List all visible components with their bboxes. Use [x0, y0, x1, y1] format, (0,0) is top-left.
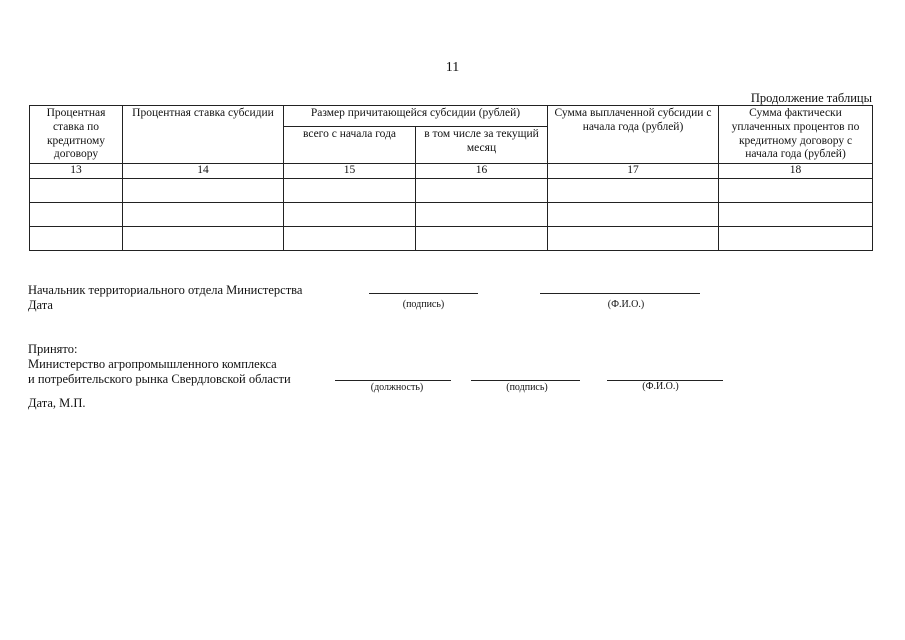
column-number: 18: [719, 164, 873, 179]
table-cell[interactable]: [30, 179, 123, 203]
table-cell[interactable]: [284, 227, 416, 251]
table-cell[interactable]: [548, 203, 719, 227]
head-signature-title: [28, 283, 302, 313]
table-cell[interactable]: [416, 179, 548, 203]
table-row: [30, 179, 873, 203]
name-line[interactable]: [540, 293, 700, 294]
header-group-15-16: Размер причитающейся субсидии (рублей): [284, 106, 548, 127]
table-cell[interactable]: [284, 203, 416, 227]
head-date-label: Дата: [28, 298, 53, 312]
table-cell[interactable]: [30, 227, 123, 251]
column-number: 15: [284, 164, 416, 179]
header-col-17: Сумма выплаченной субсидии с начала года (рублей): [548, 106, 719, 164]
table-cell[interactable]: [719, 203, 873, 227]
header-col-18: Сумма фактически уплаченных процентов по кредитному договору с начала года (рублей): [719, 106, 873, 164]
table-cell[interactable]: [719, 227, 873, 251]
table-cell[interactable]: [416, 227, 548, 251]
header-col-16: в том числе за текущий месяц: [416, 127, 548, 164]
position-line[interactable]: [335, 380, 451, 381]
ministry-line-1: Министерство агропромышленного комплекса: [28, 357, 277, 371]
table-cell[interactable]: [30, 203, 123, 227]
signature-line[interactable]: [471, 380, 580, 381]
table-header-row: [30, 106, 873, 127]
column-number: 14: [123, 164, 284, 179]
header-col-13: Процентная ставка по кредитному договору: [30, 106, 123, 164]
column-number: 16: [416, 164, 548, 179]
accepted-block: [28, 342, 291, 387]
table-cell[interactable]: [719, 179, 873, 203]
table-cell[interactable]: [123, 227, 284, 251]
header-col-14: Процентная ставка субсидии: [123, 106, 284, 164]
table-cell[interactable]: [284, 179, 416, 203]
table-cell[interactable]: [416, 203, 548, 227]
table-row: [30, 203, 873, 227]
header-col-15: всего с начала года: [284, 127, 416, 164]
column-number: 17: [548, 164, 719, 179]
table-cell[interactable]: [548, 227, 719, 251]
name-caption: (Ф.И.О.): [607, 299, 645, 310]
page-number: 11: [445, 60, 460, 75]
ministry-line-2: и потребительского рынка Свердловской области: [28, 372, 291, 386]
column-number: 13: [30, 164, 123, 179]
position-caption: (должность): [370, 382, 424, 393]
continuation-label: Продолжение таблицы: [750, 91, 872, 105]
table-cell[interactable]: [123, 203, 284, 227]
table-cell[interactable]: [123, 179, 284, 203]
date-stamp-label: Дата, М.П.: [28, 396, 86, 410]
signature-line[interactable]: [369, 293, 478, 294]
name-caption: (Ф.И.О.): [642, 381, 679, 392]
head-title-line: Начальник территориального отдела Министерства: [28, 283, 303, 297]
accepted-title: Принято:: [28, 342, 78, 356]
column-number-row: [30, 164, 873, 179]
signature-caption: (подпись): [402, 299, 445, 310]
table-row: [30, 227, 873, 251]
table-cell[interactable]: [548, 179, 719, 203]
signature-caption: (подпись): [506, 382, 548, 393]
subsidy-table: [29, 105, 873, 251]
